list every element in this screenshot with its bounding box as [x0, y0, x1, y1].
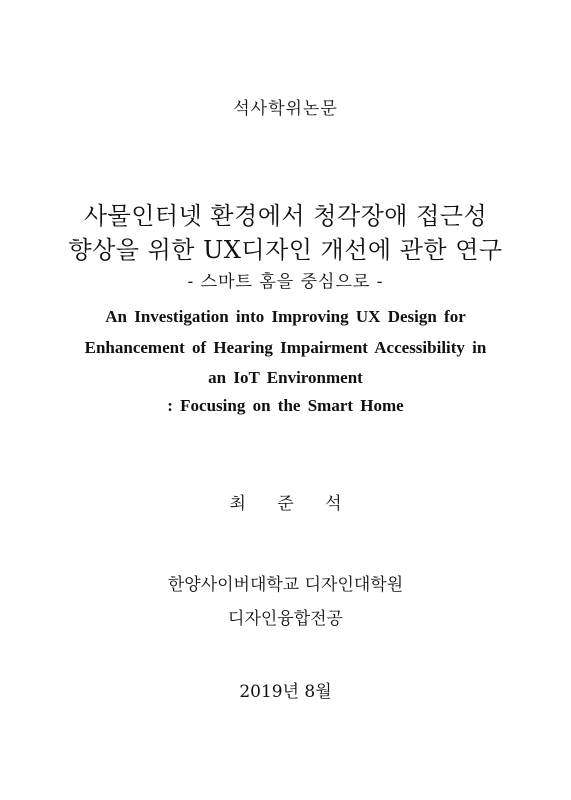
graduate-school: 한양사이버대학교 디자인대학원	[167, 575, 404, 595]
korean-title-line-1: 사물인터넷 환경에서 청각장애 접근성	[83, 202, 488, 230]
english-title-line-3: an IoT Environment	[208, 368, 363, 387]
korean-title-line-2: 향상을 위한 UX디자인 개선에 관한 연구	[68, 236, 503, 264]
english-title-line-1: An Investigation into Improving UX Design for	[105, 307, 466, 326]
english-subtitle: : Focusing on the Smart Home	[167, 396, 404, 415]
english-title-line-2: Enhancement of Hearing Impairment Accessibility in	[84, 338, 487, 357]
author-name: 최 준 석	[229, 494, 342, 514]
degree-type: 석사학위논문	[233, 99, 338, 119]
submission-date: 2019년 8월	[239, 682, 332, 702]
major: 디자인융합전공	[228, 609, 343, 629]
korean-subtitle: - 스마트 홈을 중심으로 -	[187, 272, 384, 292]
